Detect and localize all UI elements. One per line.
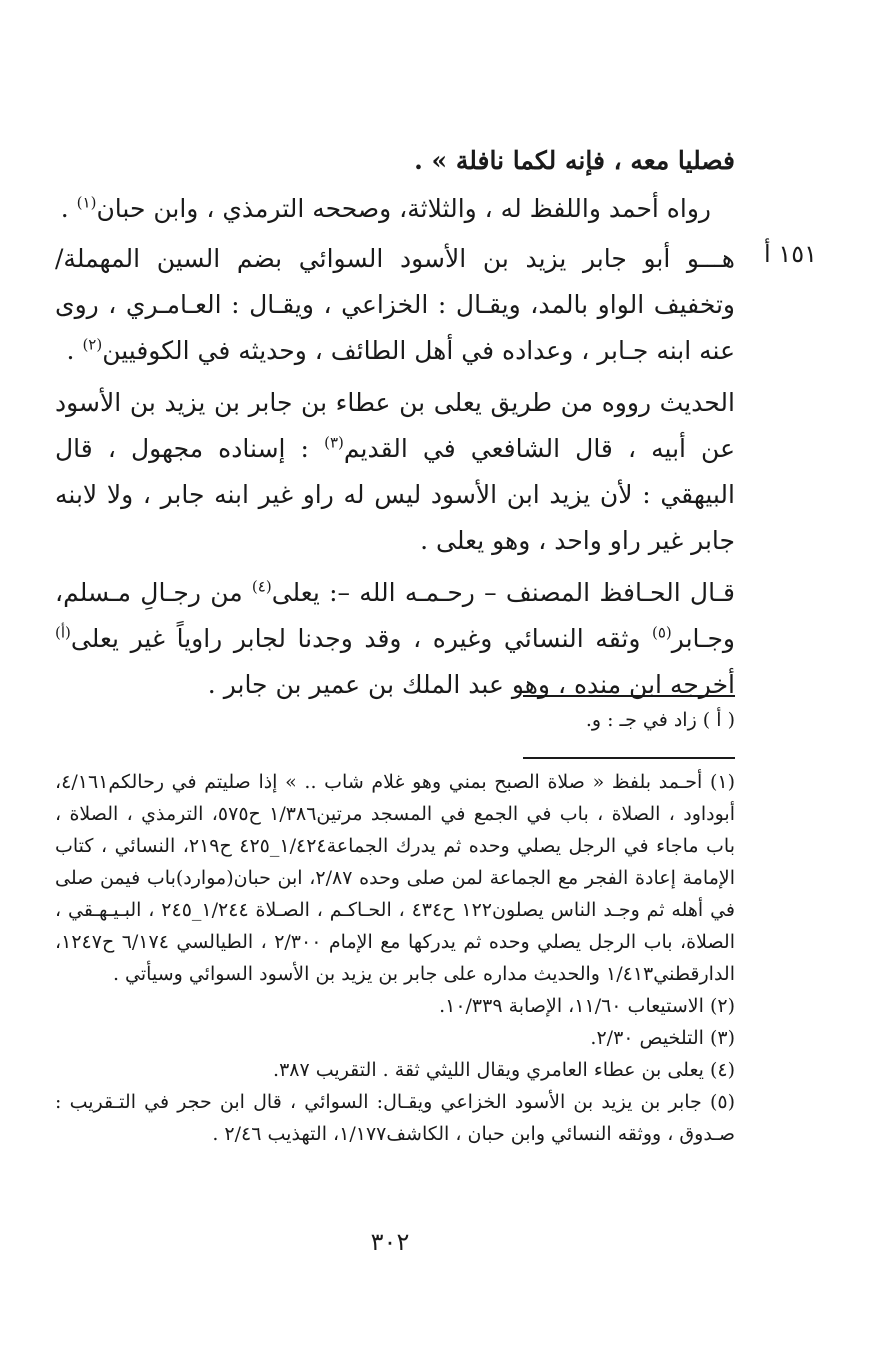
variant-ref-a: (أ): [55, 623, 71, 642]
footnotes: [55, 766, 735, 1150]
footnote-4: (٤) يعلى بن عطاء العامري ويقال الليثي ثقة . التقريب ٣٨٧.: [273, 1059, 735, 1081]
paragraph-3-text-a: الحديث رووه من طريق يعلى بن عطاء بن جابر بن يزيد بن الأسود عن أبيه ، قال الشافعي في القديم: [55, 388, 736, 463]
paragraph-1-text: رواه أحمد واللفظ له ، والثلاثة، وصححه الترمذي ، وابن حبان: [96, 194, 711, 223]
variant-divider: [523, 695, 735, 697]
footnote-3: (٣) التلخيص ٢/٣٠.: [590, 1027, 735, 1049]
footnote-ref-3: (٣): [324, 433, 344, 452]
paragraph-4: [55, 570, 735, 708]
paragraph-2: [55, 236, 735, 374]
page-number: ٣٠٢: [370, 1228, 410, 1256]
paragraph-4-text-a: قـال الحـافظ المصنف – رحـمـه الله –: يعلى: [271, 578, 735, 607]
main-text: [55, 138, 735, 708]
footnote-ref-2: (٢): [82, 335, 103, 354]
footnote-ref-4: (٤): [251, 577, 272, 596]
footnote-5: (٥) جابر بن يزيد بن الأسود الخزاعي ويقـال: السوائي ، قال ابن حجر في التـقريب : صـدوق ، ووثقه النسائي وابن حبان ، الكاشف١/١٧٧، التهذيب ٢/٤٦ .: [55, 1091, 735, 1145]
paragraph-2-end: .: [66, 336, 75, 365]
paragraph-4-text-d: أخرجه ابن منده ، وهو عبد الملك بن عمير بن جابر .: [207, 670, 735, 699]
footnote-divider: [523, 757, 735, 759]
footnote-2: (٢) الاستيعاب ١١/٦٠، الإصابة ١٠/٣٣٩.: [439, 995, 735, 1017]
footnote-ref-1: (١): [76, 193, 97, 212]
footnote-1: (١) أحـمد بلفظ « صلاة الصبح بمني وهو غلام شاب .. » إذا صليتم في رحالكم٤/١٦١، أبوداود ، الصلاة ، باب في الجمع في المسجد مرتين١/٣٨٦ ح٥٧٥، الترمذي ، الصلاة ، باب ماجاء في الرجل يصلي وحده ثم يدرك الجماعة١/٤٢٤_٤٢٥ ح٢١٩، النسائي ، كتاب الإمامة إعادة الفجر مع الجماعة لمن صلى وحده ٢/٨٧، ابن حبان(موارد)باب فيمن صلى في أهله ثم وجـد الناس يصلون١٢٢ ح٤٣٤ ، الحـاكـم ، الصـلاة ١/٢٤٤_٢٤٥ ، البـيـهـقي ، الصلاة، باب الرجل يصلي وحده ثم يدركها مع الإمام ٢/٣٠٠ ، الطيالسي ٦/١٧٤ ح١٢٤٧، الدارقطني١/٤١٣ والحديث مداره على جابر بن يزيد بن الأسود السوائي وسيأتي .: [55, 771, 736, 985]
line-continuation: فصليا معه ، فإنه لكما نافلة » .: [414, 146, 735, 175]
paragraph-1: [55, 186, 735, 232]
folio-margin-note: ١٥١ أ: [764, 240, 817, 268]
paragraph-2-text: هـــو أبو جابر يزيد بن الأسود السوائي بضم السين المهملة/ وتخفيف الواو بالمد، ويقـال : الخزاعي ، ويقـال : العـامـري ، روى عنه ابنه جـابر ، وعداده في أهل الطائف ، وحديثه في الكوفيين: [55, 244, 735, 365]
paragraph-1-end: .: [60, 194, 69, 223]
footnote-ref-5: (٥): [652, 623, 672, 642]
paragraph-4-text-b: من رجـالِ مـسلم، وجـابر: [55, 578, 736, 653]
variant-note: ( أ ) زاد في جـ : و.: [585, 709, 735, 731]
paragraph-4-text-c: وثقه النسائي وغيره ، وقد وجدنا لجابر راوياً غير يعلى: [70, 624, 641, 653]
paragraph-3: [55, 380, 735, 564]
paragraph-3-text-b: : إسناده مجهول ، قال البيهقي : لأن يزيد ابن الأسود ليس له راو غير ابنه جابر ، ولا لابنه جابر غير راو واحد ، وهو يعلى .: [55, 434, 735, 555]
